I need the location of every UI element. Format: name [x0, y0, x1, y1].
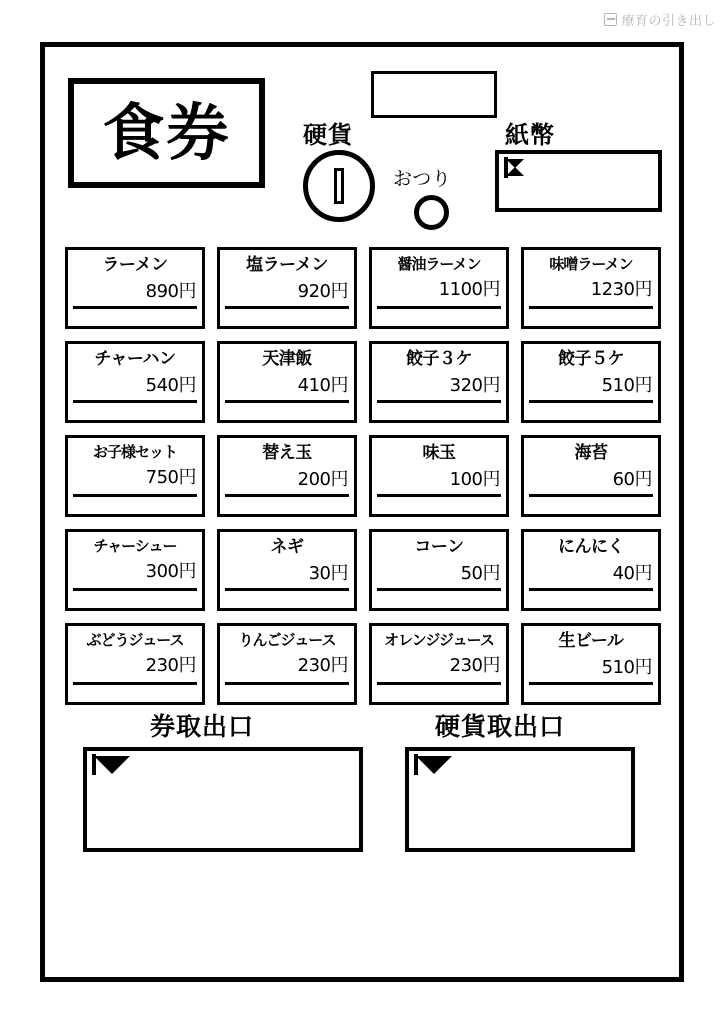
menu-row	[65, 341, 661, 423]
change-label: おつり	[393, 168, 452, 190]
bill-slot-label: 紙幣	[505, 121, 555, 149]
ticket-outlet-tray[interactable]	[83, 747, 363, 852]
ticket-slot-strip	[73, 588, 197, 603]
menu-button[interactable]	[65, 247, 205, 329]
menu-button-label: 塩ラーメン	[246, 255, 328, 275]
menu-button-label: りんごジュース	[238, 631, 336, 649]
ticket-slot-strip	[225, 588, 349, 603]
menu-button[interactable]	[369, 435, 509, 517]
menu-button-price: 410円	[297, 374, 348, 396]
menu-button[interactable]	[65, 435, 205, 517]
ticket-vending-machine	[40, 42, 684, 982]
bill-slot-inner	[504, 157, 508, 178]
ticket-slot-strip	[73, 494, 197, 509]
ticket-slot-strip	[73, 682, 197, 697]
drawer-icon	[604, 13, 617, 26]
coin-outlet-opening	[414, 754, 418, 775]
watermark	[604, 10, 716, 29]
outlet-labels	[45, 707, 679, 747]
menu-button-price: 50円	[460, 562, 500, 584]
ticket-outlet-opening	[92, 754, 96, 775]
menu-button[interactable]	[65, 623, 205, 705]
ticket-slot-strip	[225, 682, 349, 697]
menu-button[interactable]	[369, 247, 509, 329]
menu-button-price: 60円	[612, 468, 652, 490]
menu-button-price: 320円	[449, 374, 500, 396]
ticket-slot-strip	[529, 494, 653, 509]
menu-row	[65, 623, 661, 705]
menu-button-label: 味玉	[422, 443, 456, 463]
menu-button-price: 890円	[145, 280, 196, 302]
machine-top-panel	[45, 47, 679, 239]
menu-button-label: 醤油ラーメン	[397, 255, 481, 273]
menu-button[interactable]	[521, 623, 661, 705]
menu-button[interactable]	[65, 341, 205, 423]
menu-button-price: 1100円	[438, 278, 500, 300]
coin-outlet-label: 硬貨取出口	[435, 712, 566, 741]
menu-row	[65, 529, 661, 611]
menu-button-label: ラーメン	[102, 255, 168, 275]
menu-button-label: にんにく	[558, 537, 624, 557]
menu-button-label: 替え玉	[262, 443, 312, 463]
coin-slit-icon	[334, 168, 344, 204]
ticket-slot-strip	[225, 306, 349, 321]
ticket-slot-strip	[225, 400, 349, 415]
menu-button-label: ぶどうジュース	[86, 631, 184, 649]
menu-button[interactable]	[369, 623, 509, 705]
ticket-outlet-label: 券取出口	[150, 712, 255, 741]
menu-button[interactable]	[217, 435, 357, 517]
menu-button-price: 510円	[601, 374, 652, 396]
menu-button[interactable]	[65, 529, 205, 611]
menu-button[interactable]	[521, 247, 661, 329]
menu-button-label: 生ビール	[558, 631, 624, 651]
ticket-slot-strip	[529, 400, 653, 415]
bill-slot[interactable]	[495, 150, 662, 212]
change-return-hole[interactable]	[414, 195, 449, 230]
menu-button-price: 540円	[145, 374, 196, 396]
menu-button-label: 餃子５ケ	[558, 349, 624, 369]
menu-button[interactable]	[369, 341, 509, 423]
menu-button-label: 天津飯	[262, 349, 312, 369]
menu-button[interactable]	[217, 623, 357, 705]
menu-button-price: 300円	[145, 560, 196, 582]
coin-outlet-tray[interactable]	[405, 747, 635, 852]
menu-button-price: 30円	[308, 562, 348, 584]
menu-button[interactable]	[217, 247, 357, 329]
menu-button-price: 920円	[297, 280, 348, 302]
menu-button-price: 200円	[297, 468, 348, 490]
menu-button-label: チャーシュー	[93, 537, 177, 555]
menu-button-label: ネギ	[270, 537, 304, 557]
menu-button-price: 230円	[145, 654, 196, 676]
ticket-slot-strip	[529, 588, 653, 603]
menu-button-price: 40円	[612, 562, 652, 584]
ticket-slot-strip	[377, 682, 501, 697]
menu-button-label: オレンジジュース	[384, 631, 494, 649]
watermark-text: 療育の引き出し	[621, 13, 716, 28]
ticket-slot-strip	[377, 588, 501, 603]
menu-button-label: 餃子３ケ	[406, 349, 472, 369]
menu-button[interactable]	[369, 529, 509, 611]
menu-button-price: 100円	[449, 468, 500, 490]
menu-button-price: 750円	[145, 466, 196, 488]
ticket-slot-strip	[225, 494, 349, 509]
menu-button[interactable]	[217, 341, 357, 423]
ticket-slot-strip	[73, 306, 197, 321]
ticket-slot-strip	[377, 306, 501, 321]
menu-row	[65, 247, 661, 329]
ticket-slot-strip	[377, 494, 501, 509]
menu-button-price: 510円	[601, 656, 652, 678]
ticket-slot-strip	[529, 682, 653, 697]
menu-button-price: 1230円	[590, 278, 652, 300]
menu-button-label: コーン	[414, 537, 464, 557]
menu-row	[65, 435, 661, 517]
ticket-slot-strip	[529, 306, 653, 321]
ticket-slot-strip	[377, 400, 501, 415]
menu-button[interactable]	[217, 529, 357, 611]
coin-slot[interactable]	[303, 150, 375, 222]
title-plate	[68, 78, 265, 188]
menu-button[interactable]	[521, 341, 661, 423]
menu-button-label: チャーハン	[94, 349, 176, 369]
menu-button[interactable]	[521, 435, 661, 517]
credit-display	[371, 71, 497, 118]
menu-button-label: 味噌ラーメン	[549, 255, 633, 273]
menu-button[interactable]	[521, 529, 661, 611]
menu-button-label: お子様セット	[92, 443, 177, 461]
menu-button-label: 海苔	[574, 443, 608, 463]
page-title: 食券	[102, 96, 231, 169]
coin-slot-label: 硬貨	[303, 121, 353, 149]
menu-button-grid	[65, 247, 661, 717]
ticket-slot-strip	[73, 400, 197, 415]
menu-button-price: 230円	[449, 654, 500, 676]
menu-button-price: 230円	[297, 654, 348, 676]
